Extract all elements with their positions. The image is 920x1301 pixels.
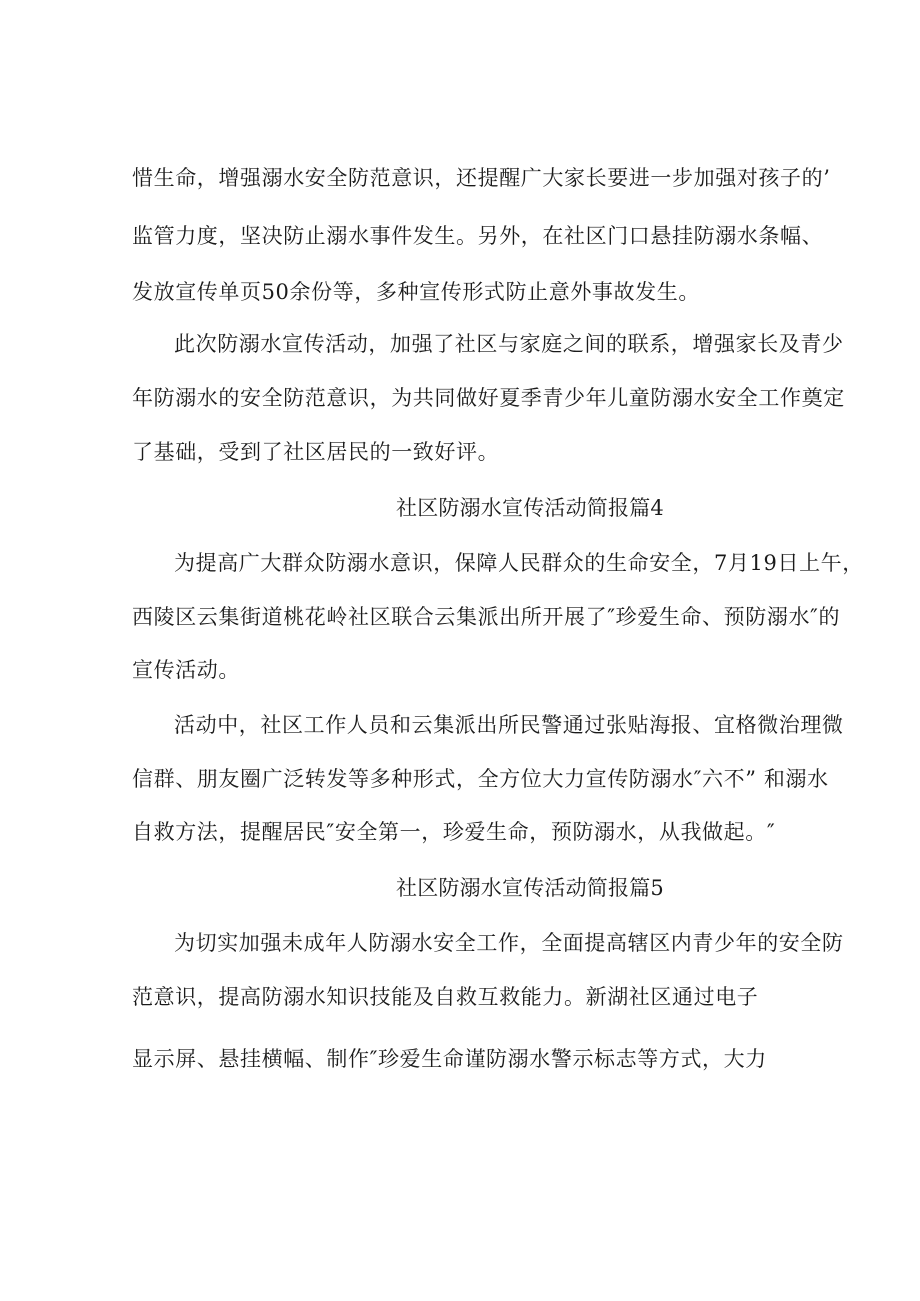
paragraph-2-line-1: 此次防溺水宣传活动，加强了社区与家庭之间的联系，增强家长及青少: [174, 332, 844, 356]
paragraph-1-line-1: 惜生命，增强溺水安全防范意识，还提醒广大家长要进一步加强对孩子的’: [132, 166, 831, 190]
paragraph-2-line-2: 年防溺水的安全防范意识，为共同做好夏季青少年儿童防溺水安全工作奠定: [132, 386, 845, 410]
paragraph-3-line-2: 西陵区云集街道桃花岭社区联合云集派出所开展了″珍爱生命、预防溺水″的: [132, 605, 841, 629]
paragraph-2-line-3: 了基础，受到了社区居民的一致好评。: [132, 440, 500, 464]
section-heading-4: 社区防溺水宣传活动简报篇4: [396, 496, 664, 520]
paragraph-5-line-2: 范意识，提高防溺水知识技能及自救互救能力。新湖社区通过电子: [132, 985, 759, 1009]
paragraph-4-line-2: 信群、朋友圈广泛转发等多种形式，全方位大力宣传防溺水″六不” 和溺水: [132, 767, 829, 791]
paragraph-1-line-2: 监管力度，坚决防止溺水事件发生。另外，在社区门口悬挂防溺水条幅、: [132, 224, 824, 248]
paragraph-1-line-3: 发放宣传单页50余份等，多种宣传形式防止意外事故发生。: [132, 280, 700, 304]
paragraph-3-line-3: 宣传活动。: [132, 658, 240, 682]
paragraph-5-line-1: 为切实加强未成年人防溺水安全工作，全面提高辖区内青少年的安全防: [174, 931, 844, 955]
section-heading-5: 社区防溺水宣传活动简报篇5: [396, 876, 664, 900]
paragraph-4-line-1: 活动中，社区工作人员和云集派出所民警通过张贴海报、宜格微治理微: [174, 713, 844, 737]
paragraph-4-line-3: 自救方法，提醒居民″安全第一，珍爱生命，预防溺水，从我做起。″: [132, 820, 776, 844]
paragraph-3-line-1: 为提高广大群众防溺水意识，保障人民群众的生命安全，7月19日上午，: [174, 551, 864, 575]
paragraph-6-line-1: 显示屏、悬挂横幅、制作″珍爱生命谨防溺水警示标志等方式，大力: [132, 1047, 767, 1071]
